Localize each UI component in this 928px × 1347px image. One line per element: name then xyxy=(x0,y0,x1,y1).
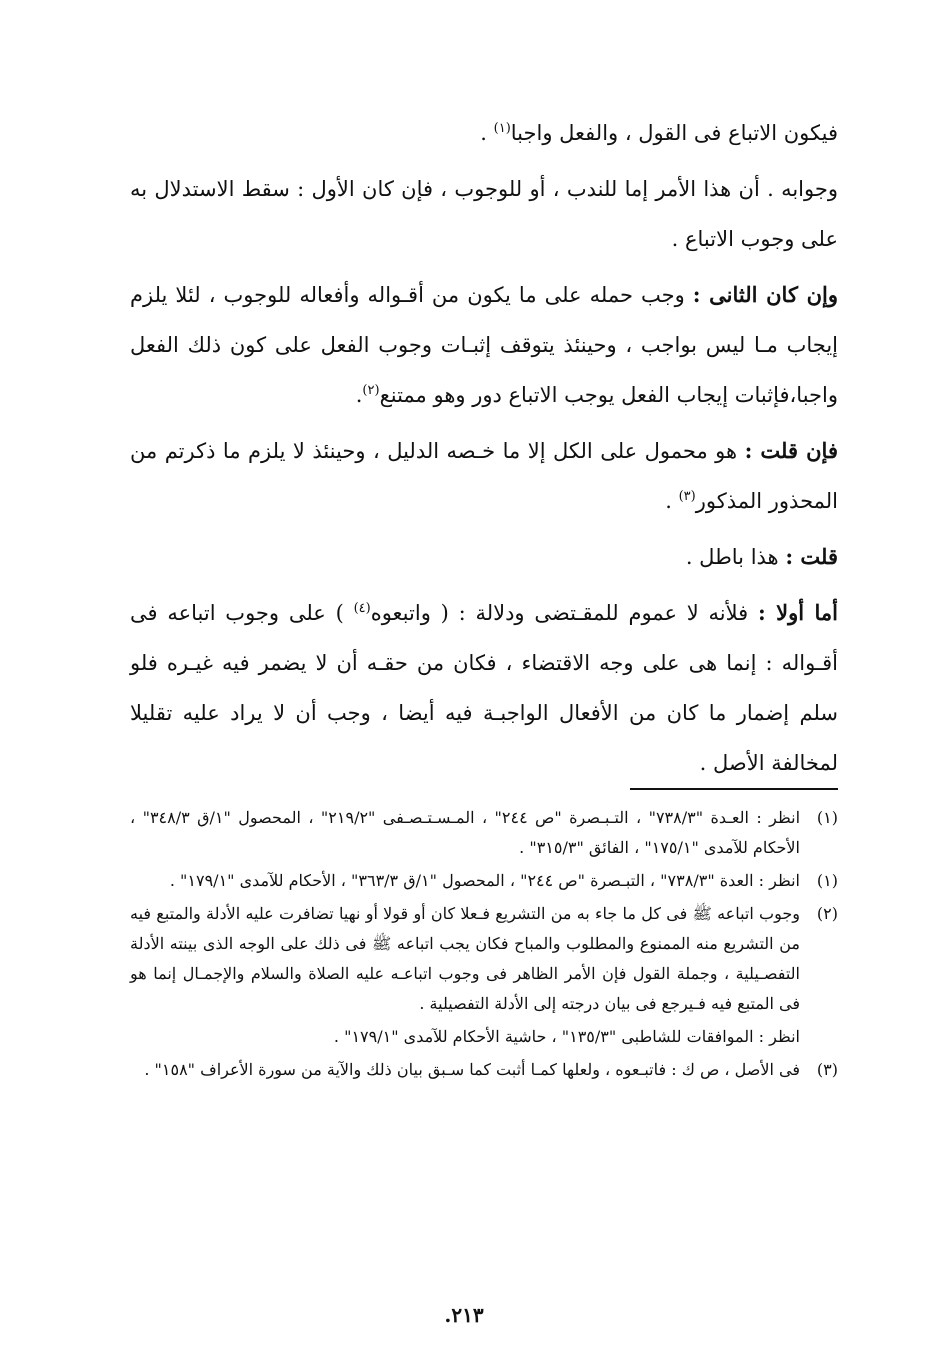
footnote-reference-line: انظر : الموافقات للشاطبى "١٣٥/٣" ، حاشية الأحكام للآمدى "١٧٩/١" . xyxy=(333,1027,800,1046)
page-number: ٢١٣. xyxy=(444,1303,484,1327)
paragraph-text: هذا باطل . xyxy=(685,545,786,569)
paragraph-2 xyxy=(130,164,838,264)
footnote-ref: (٣) xyxy=(678,489,696,504)
footnote-item xyxy=(130,803,838,863)
footnote-item xyxy=(130,899,838,1019)
footnote-text: وجوب اتباعه ﷺ فى كل ما جاء به من التشريع فـعلا كان أو قولا أو نهيا تضافرت عليه الأدلة والمتبع فيه من التشريع منه الممنوع والمطلوب والمباح فكان يجب اتباعه ﷺ فى ذلك على الوجه الذى بينته الأدلة التفصـيلية ، وجملة القول فإن الأمر الظاهر فى وجوب اتباعـه عليه الصلاة والسلام والإجمـال إنما هو فى المتبع فيه فـيرجع فى بيان درجته إلى الأدلة التفصيلية . xyxy=(130,904,800,1013)
paragraph-text: فلأنه لا عموم للمقـتضى ودلالة : ( واتبعوه xyxy=(370,601,758,625)
footnote-item xyxy=(130,1055,838,1085)
footnotes xyxy=(130,803,838,1088)
paragraph-1 xyxy=(130,108,838,158)
paragraph-lead: فإن قلت : xyxy=(744,438,838,463)
footnote-text: انظر : العدة "٧٣٨/٣" ، التبـصرة "ص ٢٤٤" ، المحصول "١/ق ٣٦٣/٣" ، الأحكام للآمدى "١٧٩/١" . xyxy=(169,871,800,890)
footnote-divider xyxy=(630,788,838,790)
footnote-ref: (٢) xyxy=(362,383,380,398)
paragraph-text: فيكون الاتباع فى القول ، والفعل واجبا xyxy=(510,121,838,145)
paragraph-text: وجوابه . أن هذا الأمر إما للندب ، أو للوجوب ، فإن كان الأول : سقط الاستدلال به على وجوب الاتباع . xyxy=(130,177,838,251)
footnote-ref: (١) xyxy=(493,121,511,136)
paragraph-5 xyxy=(130,532,838,582)
paragraph-text: هو محمول على الكل إلا ما خـصه الدليل ، وحينئذ لا يلزم ما ذكرتم من المحذور المذكور xyxy=(130,439,838,513)
paragraph-tail: ) على وجوب اتباعه فى أقـواله : إنما هى على وجه الاقتضاء ، فكان من حقـه أن لا يضمر فيه غيـره فلو سلم إضمار ما كان من الأفعال الواجبـة فيه أيضا ، وجب أن لا يراد عليه تقليلا لمخالفة الأصل . xyxy=(130,601,838,775)
main-text xyxy=(130,108,838,794)
footnote-text: فى الأصل ، ص ك : فاتبـعوه ، ولعلها كمـا أثبت كما سـبق بيان ذلك والآية من سورة الأعراف "١٥٨" . xyxy=(144,1060,800,1079)
footnote-text: انظر : العـدة "٧٣٨/٣" ، التـبـصرة "ص ٢٤٤" ، المـسـتـصـفى "٢١٩/٢" ، المحصول "١/ق ٣٤٨/٣" ، الأحكام للآمدى "١٧٥/١" ، الفائق "٣١٥/٣" . xyxy=(130,808,801,857)
paragraph-text: وجب حمله على ما يكون من أقـواله وأفعاله للوجوب ، لئلا يلزم إيجاب مـا ليس بواجب ، وحينئذ يتوقف إثبـات وجوب الفعل على كون ذلك الفعل واجبا،فإثبات إيجاب الفعل يوجب الاتباع دور وهو ممتنع xyxy=(130,283,838,407)
paragraph-4 xyxy=(130,426,838,526)
paragraph-lead: قلت : xyxy=(785,544,838,569)
footnote-ref: (٤) xyxy=(353,601,371,616)
paragraph-lead: أما أولا : xyxy=(757,600,838,625)
footnote-number: (٣) xyxy=(816,1060,838,1079)
footnote-number: (٢) xyxy=(816,904,838,923)
footnote-item xyxy=(130,866,838,896)
footnote-number: (١) xyxy=(816,871,838,890)
paragraph-tail: . xyxy=(355,383,363,407)
paragraph-3 xyxy=(130,270,838,420)
paragraph-6 xyxy=(130,588,838,788)
footnote-number: (١) xyxy=(816,808,838,827)
paragraph-lead: وإن كان الثانى : xyxy=(692,282,838,307)
paragraph-tail: . xyxy=(480,121,494,145)
paragraph-tail: . xyxy=(665,489,679,513)
